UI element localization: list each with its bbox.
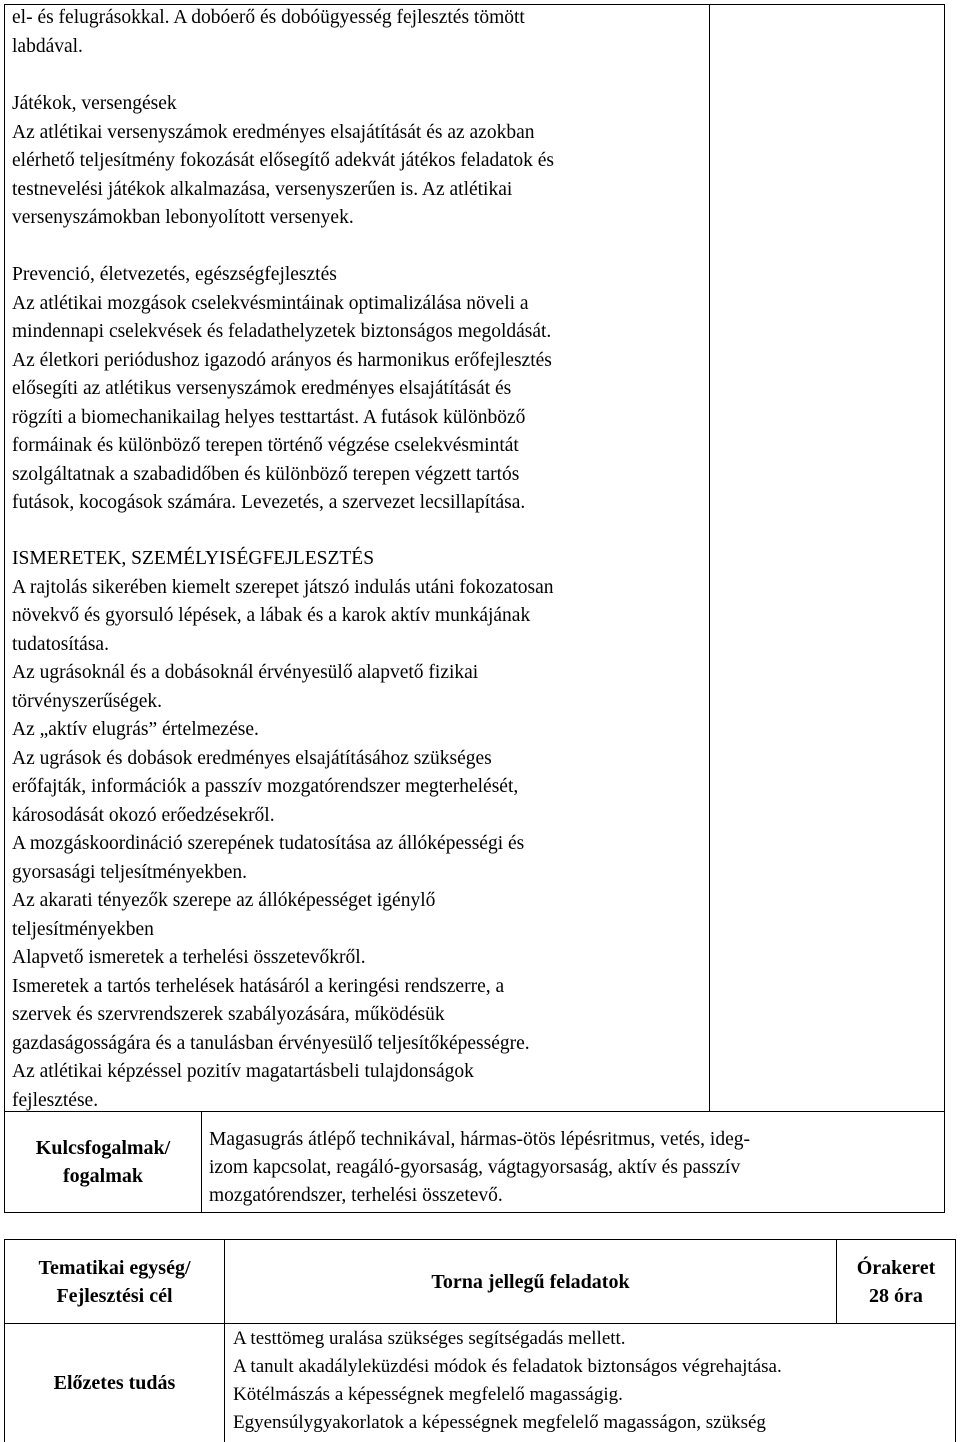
hours-cell: [837, 1240, 955, 1323]
text-line: fejlesztése.: [12, 1089, 99, 1111]
text-line: A mozgáskoordináció szerepének tudatosítása az állóképességi és: [12, 833, 525, 854]
text-line: szervek és szervrendszerek szabályozására, működésük: [12, 1004, 445, 1025]
text-line: elősegíti az atlétikus versenyszámok eredményes elsajátítását és: [12, 378, 512, 399]
text-line: károsodását okozó erőedzésekről.: [12, 804, 275, 826]
text-line: Az atlétikai képzéssel pozitív magatartásbeli tulajdonságok: [12, 1061, 474, 1082]
table-border-bottom: [4, 1212, 945, 1213]
content-paragraph-games: [12, 90, 554, 233]
text-line: Ismeretek a tartós terhelések hatásáról a keringési rendszerre, a: [12, 975, 505, 997]
text-line: futások, kocogások számára. Levezetés, a szervezet lecsillapítása.: [12, 492, 526, 513]
keywords-divider: [201, 1111, 202, 1213]
text-line: törvényszerűségek.: [12, 690, 162, 712]
text-line: tudatosítása.: [12, 633, 109, 655]
text-line: teljesítményekben: [12, 918, 154, 940]
text-line: versenyszámokban lebonyolított versenyek.: [12, 207, 354, 228]
text-line: Az atlétikai versenyszámok eredményes elsajátítását és az azokban: [12, 121, 535, 143]
prior-knowledge-text: [233, 1325, 782, 1437]
text-line: Az ugrásoknál és a dobásoknál érvényesülő alapvető fizikai: [12, 662, 479, 683]
text-line: Az atlétikai mozgások cselekvésmintáinak optimalizálása növeli a: [12, 292, 529, 314]
text-line: mindennapi cselekvések és feladathelyzetek biztonságos megoldását.: [12, 321, 552, 342]
text-line: formáinak és különböző terepen történő végzése cselekvésmintát: [12, 435, 519, 456]
text-line: gyorsasági teljesítményekben.: [12, 861, 248, 883]
keywords-label-line: Kulcsfogalmak/: [35, 1137, 171, 1159]
text-line: Az ugrások és dobások eredményes elsajátításához szükséges: [12, 747, 492, 769]
hours-label: Órakeret: [856, 1256, 936, 1279]
prior-knowledge-label-text: Előzetes tudás: [53, 1372, 176, 1394]
keywords-text: [209, 1126, 750, 1210]
table2-border-right: [955, 1239, 956, 1442]
text-line: izom kapcsolat, reagáló-gyorsaság, vágtagyorsaság, aktív és passzív: [209, 1157, 741, 1178]
unit-title-text: Torna jellegű feladatok: [431, 1270, 630, 1293]
text-line: Kötélmászás a képességnek megfelelő magasságig.: [233, 1384, 623, 1405]
text-line: elérhető teljesítmény fokozását elősegítő adekvát játékos feladatok és: [12, 150, 555, 171]
text-line: el- és felugrásokkal. A dobóerő és dobóügyesség fejlesztés tömött: [12, 7, 525, 28]
text-line: labdával.: [12, 35, 83, 57]
text-line: mozgatórendszer, terhelési összetevő.: [209, 1185, 503, 1206]
text-line: rögzíti a biomechanikailag helyes testtartást. A futások különböző: [12, 406, 526, 428]
table-border-right: [944, 4, 945, 1213]
table-border-left: [4, 4, 5, 1213]
text-line: A rajtolás sikerében kiemelt szerepet játszó indulás utáni fokozatosan: [12, 576, 554, 598]
unit-label: [5, 1240, 224, 1323]
text-line: Az életkori periódushoz igazodó arányos és harmonikus erőfejlesztés: [12, 349, 552, 371]
text-line: erőfajták, információk a passzív mozgatórendszer megterhelését,: [12, 776, 519, 797]
unit-title: [225, 1240, 836, 1323]
section-heading-prevention: Prevenció, életvezetés, egészségfejlesztés: [12, 264, 337, 285]
unit-label-line: Fejlesztési cél: [56, 1284, 173, 1307]
hours-value: 28 óra: [869, 1284, 923, 1307]
text-line: Alapvető ismeretek a terhelési összetevőkről.: [12, 947, 366, 968]
section-heading-knowledge: ISMERETEK, SZEMÉLYISÉGFEJLESZTÉS: [12, 548, 375, 569]
text-line: testnevelési játékok alkalmazása, versenyszerűen is. Az atlétikai: [12, 178, 513, 200]
text-line: Az „aktív elugrás” értelmezése.: [12, 719, 259, 740]
text-line: szolgáltatnak a szabadidőben és különböző terepen végzett tartós: [12, 463, 520, 485]
column-divider: [709, 4, 710, 1111]
keywords-label-line: fogalmak: [62, 1165, 143, 1187]
text-line: Magasugrás átlépő technikával, hármas-ötös lépésritmus, vetés, ideg-: [209, 1129, 750, 1150]
keywords-label: [5, 1112, 201, 1212]
text-line: gazdaságosságára és a tanulásban érvényesülő teljesítőképességre.: [12, 1032, 530, 1054]
content-paragraph-knowledge: [12, 545, 554, 1115]
text-line: Egyensúlygyakorlatok a képességnek megfelelő magasságon, szükség: [233, 1412, 766, 1433]
content-paragraph-prevention: [12, 261, 552, 518]
unit-label-line: Tematikai egység/: [38, 1256, 191, 1279]
text-line: A tanult akadályleküzdési módok és feladatok biztonságos végrehajtása.: [233, 1356, 782, 1377]
text-line: Az akarati tényezők szerepe az állóképességet igénylő: [12, 890, 436, 911]
content-paragraph-1: [12, 4, 525, 61]
text-line: növekvő és gyorsuló lépések, a lábak és a karok aktív munkájának: [12, 605, 531, 626]
text-line: A testtömeg uralása szükséges segítségadás mellett.: [233, 1328, 626, 1349]
section-heading-games: Játékok, versengések: [12, 93, 177, 114]
prior-knowledge-label: [5, 1324, 224, 1442]
